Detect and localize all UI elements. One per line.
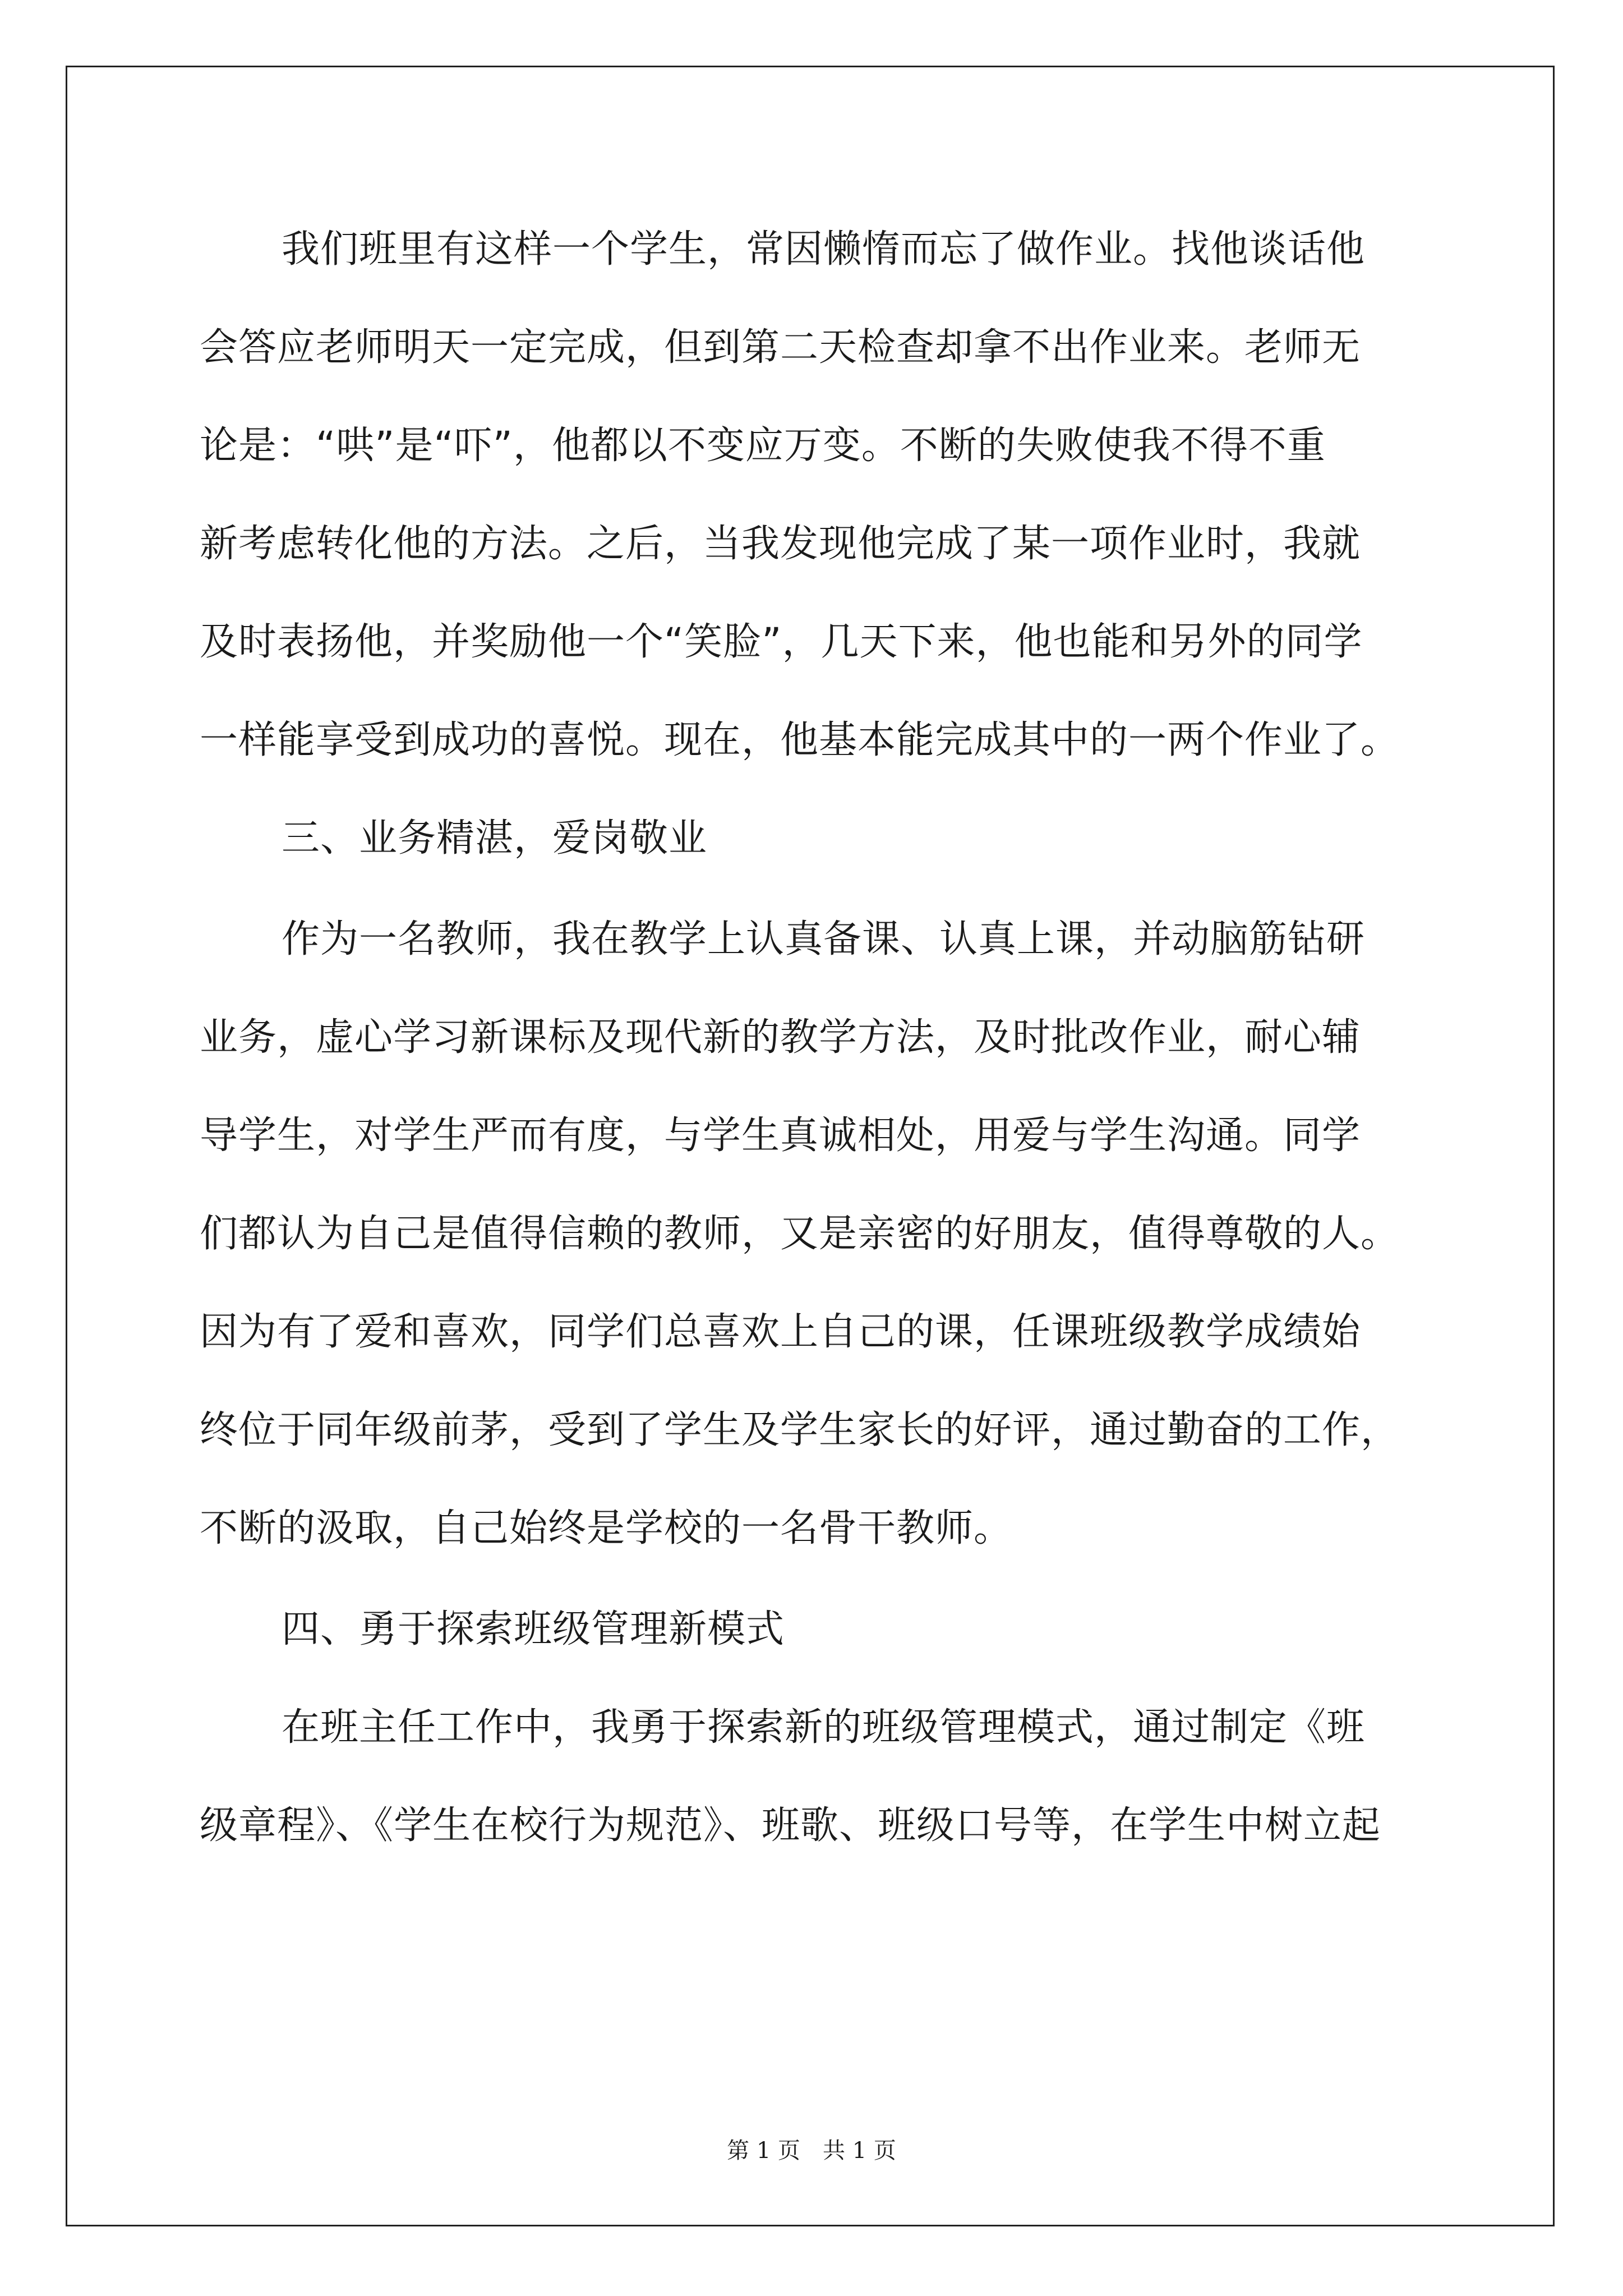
text-line: 作为一名教师，我在教学上认真备课、认真上课，并动脑筋钻研 [282, 917, 1366, 961]
text-line: 导学生，对学生严而有度，与学生真诚相处，用爱与学生沟通。同学 [200, 1114, 1361, 1158]
text-line: 因为有了爱和喜欢，同学们总喜欢上自己的课，任课班级教学成绩始 [200, 1310, 1361, 1354]
section-heading: 三、业务精湛，爱岗敬业 [282, 816, 708, 861]
text-line: 会答应老师明天一定完成，但到第二天检查却拿不出作业来。老师无 [200, 325, 1361, 370]
text-line: 一样能享受到成功的喜悦。现在，他基本能完成其中的一两个作业了。 [200, 718, 1400, 762]
text-line: 及时表扬他，并奖励他一个“笑脸”，几天下来，他也能和另外的同学 [200, 620, 1363, 664]
page-number-footer: 第 1 页 共 1 页 [727, 2138, 896, 2164]
text-line: 们都认为自己是值得信赖的教师，又是亲密的好朋友，值得尊敬的人。 [200, 1212, 1400, 1256]
text-line: 在班主任工作中，我勇于探索新的班级管理模式，通过制定《班 [282, 1705, 1366, 1750]
text-line: 不断的汲取，自己始终是学校的一名骨干教师。 [200, 1506, 1013, 1550]
text-line: 我们班里有这样一个学生，常因懒惰而忘了做作业。找他谈话他 [282, 227, 1366, 272]
text-line: 级章程》、《学生在校行为规范》、班歌、班级口号等，在学生中树立起 [200, 1803, 1381, 1848]
text-line: 业务，虚心学习新课标及现代新的教学方法，及时批改作业，耐心辅 [200, 1015, 1361, 1060]
text-line: 新考虑转化他的方法。之后，当我发现他完成了某一项作业时，我就 [200, 522, 1361, 566]
text-line: 论是：“哄”是“吓”，他都以不变应万变。不断的失败使我不得不重 [200, 424, 1326, 468]
text-line: 终位于同年级前茅，受到了学生及学生家长的好评，通过勤奋的工作， [200, 1408, 1400, 1452]
section-heading: 四、勇于探索班级管理新模式 [282, 1607, 785, 1651]
